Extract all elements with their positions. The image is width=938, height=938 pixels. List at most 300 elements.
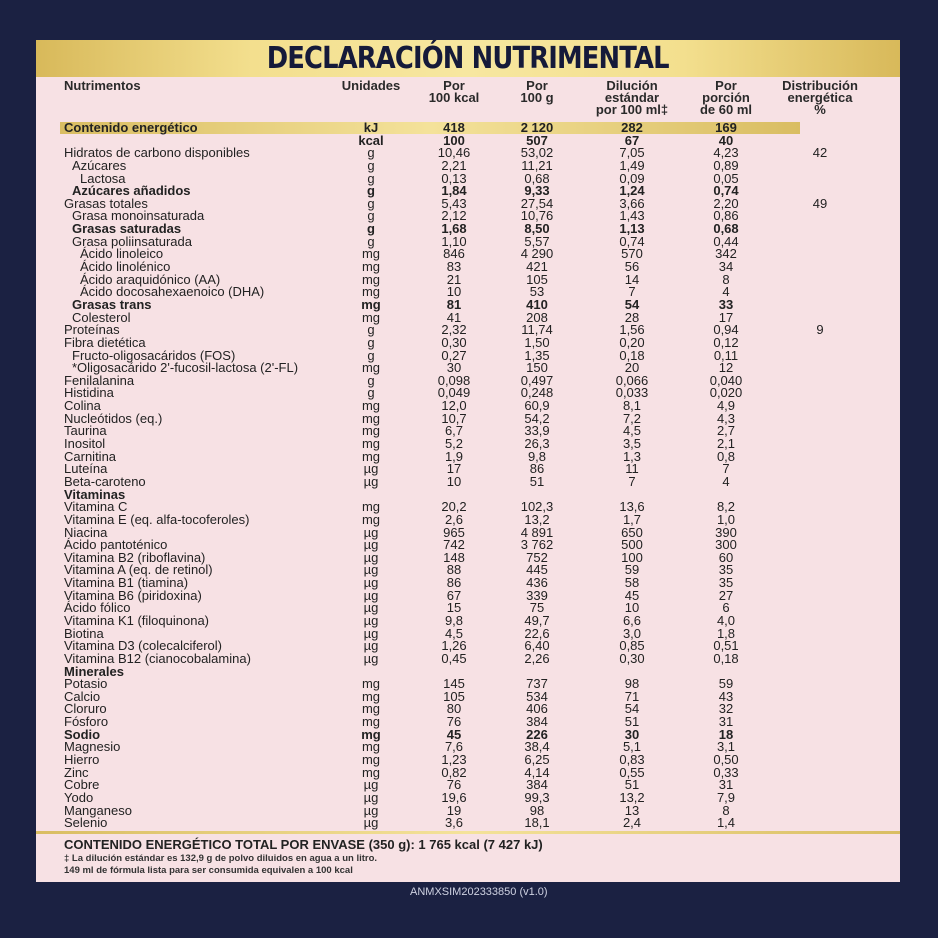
cell-v3: 7 — [628, 284, 636, 300]
cell-v4: 33 — [718, 296, 734, 312]
cell-v3: 1,7 — [622, 511, 642, 527]
cell-unit: µg — [363, 777, 379, 793]
header-line: % — [814, 102, 826, 117]
table-row — [36, 779, 900, 792]
nutrient-name: Ácido fólico — [64, 600, 131, 616]
cell-v4: 8 — [722, 802, 730, 818]
cell-v1: 1,23 — [441, 752, 467, 768]
nutrient-name: Ácido araquidónico (AA) — [80, 271, 221, 287]
cell-v4: 0,74 — [713, 183, 739, 199]
cell-v2: 2,26 — [524, 650, 550, 666]
nutrient-name: Inositol — [64, 436, 106, 452]
title-bar — [36, 40, 900, 77]
header-line: Por — [526, 78, 548, 93]
cell-v4: 4 — [722, 473, 730, 489]
cell-v3: 51 — [624, 777, 640, 793]
cell-v2: 445 — [526, 562, 548, 578]
cell-v2: 436 — [526, 575, 548, 591]
cell-v4: 0,50 — [713, 752, 739, 768]
cell-v4: 0,44 — [713, 233, 739, 249]
cell-v1: 2,32 — [441, 322, 467, 338]
cell-v4: 390 — [715, 524, 737, 540]
table-row — [36, 400, 900, 413]
cell-v2: 507 — [526, 132, 548, 148]
cell-v2: 4,14 — [524, 764, 550, 780]
header-line: de 60 ml — [699, 102, 753, 117]
cell-v4: 300 — [715, 537, 737, 553]
cell-unit: mg — [361, 309, 381, 325]
cell-v1: 21 — [446, 271, 462, 287]
cell-v4: 27 — [718, 587, 734, 603]
nutrient-name: Niacina — [64, 524, 108, 540]
cell-v3: 30 — [624, 726, 640, 742]
cell-unit: mg — [361, 448, 381, 464]
cell-v3: 51 — [624, 714, 640, 730]
cell-v2: 49,7 — [524, 612, 550, 628]
cell-unit: mg — [361, 688, 381, 704]
nutrient-name: Proteínas — [64, 322, 120, 338]
cell-v4: 6 — [722, 600, 730, 616]
nutrient-name: Yodo — [64, 789, 94, 805]
cell-v3: 54 — [624, 701, 640, 717]
cell-v2: 27,54 — [520, 195, 554, 211]
cell-v2: 6,40 — [524, 638, 550, 654]
cell-v2: 5,57 — [524, 233, 550, 249]
cell-v3: 3,5 — [622, 436, 642, 452]
cell-unit: µg — [363, 802, 379, 818]
cell-v1: 0,27 — [441, 347, 467, 363]
nutrient-name: Vitamina A (eq. de retinol) — [64, 562, 213, 578]
header-line: Dilución — [606, 78, 658, 93]
cell-unit: mg — [361, 701, 381, 717]
table-row — [36, 122, 900, 135]
cell-v1: 86 — [446, 575, 462, 591]
nutrient-name: Zinc — [64, 764, 89, 780]
cell-v2: 86 — [529, 461, 545, 477]
cell-unit: mg — [361, 246, 381, 262]
cell-v1: 80 — [446, 701, 462, 717]
cell-v3: 13,2 — [619, 789, 645, 805]
cell-v2: 54,2 — [524, 410, 550, 426]
cell-unit: mg — [361, 360, 381, 376]
cell-v1: 6,7 — [444, 423, 464, 439]
cell-v1: 148 — [443, 549, 465, 565]
nutrient-name: Magnesio — [64, 739, 121, 755]
cell-v1: 2,6 — [444, 511, 464, 527]
cell-v2: 421 — [526, 259, 548, 275]
table-row — [36, 309, 900, 325]
table-row — [36, 817, 900, 830]
cell-unit: µg — [363, 638, 379, 654]
cell-v2: 6,25 — [524, 752, 550, 768]
cell-v3: 1,13 — [619, 221, 645, 237]
cell-v3: 10 — [624, 600, 640, 616]
table-row — [36, 296, 900, 312]
cell-v1: 0,45 — [441, 650, 467, 666]
cell-v1: 0,13 — [441, 170, 467, 186]
cell-v1: 100 — [443, 132, 465, 148]
nutrient-name: Fibra dietética — [64, 334, 146, 350]
nutrient-name: Selenio — [64, 815, 108, 831]
cell-unit: µg — [363, 575, 379, 591]
nutrient-name: Luteína — [64, 461, 108, 477]
table-row — [36, 789, 900, 805]
nutrient-name: Biotina — [64, 625, 104, 641]
cell-v3: 0,30 — [619, 650, 645, 666]
cell-unit: µg — [363, 473, 379, 489]
cell-v4: 7,9 — [716, 789, 736, 805]
nutrient-name: Grasas totales — [64, 195, 148, 211]
cell-v4: 2,20 — [713, 195, 739, 211]
cell-v1: 2,12 — [441, 208, 467, 224]
header-line: Por — [715, 78, 737, 93]
nutrient-name: Fenilalanina — [64, 372, 135, 388]
cell-v1: 67 — [446, 587, 462, 603]
nutrient-name: *Oligosacárido 2'-fucosil-lactosa (2'-FL) — [72, 360, 299, 376]
cell-v1: 7,6 — [444, 739, 464, 755]
cell-v1: 1,10 — [441, 233, 467, 249]
cell-unit: µg — [363, 537, 379, 553]
footer-note-dilution: ‡ La dilución estándar es 132,9 g de polvo diluidos en agua a un litro. — [64, 853, 378, 864]
cell-unit: mg — [361, 499, 381, 515]
table-row — [36, 425, 900, 438]
cell-v4: 40 — [718, 132, 734, 148]
cell-v1: 83 — [446, 259, 462, 275]
cell-v4: 31 — [718, 714, 734, 730]
cell-v4: 1,8 — [716, 625, 736, 641]
cell-v3: 58 — [624, 575, 640, 591]
cell-v1: 10,7 — [441, 410, 467, 426]
cell-v2: 75 — [529, 600, 545, 616]
cell-v4: 8,2 — [716, 499, 736, 515]
cell-v2: 0,248 — [520, 385, 554, 401]
cell-v1: 20,2 — [441, 499, 467, 515]
cell-v3: 282 — [621, 120, 643, 135]
nutrient-name: Colesterol — [72, 309, 131, 325]
cell-unit: mg — [361, 284, 381, 300]
cell-v1: 17 — [446, 461, 462, 477]
cell-unit: µg — [363, 815, 379, 831]
cell-unit: mg — [361, 752, 381, 768]
table-row — [36, 233, 900, 249]
nutrient-name: Azúcares — [72, 157, 127, 173]
nutrient-table — [36, 122, 900, 830]
cell-v4: 4,0 — [716, 612, 736, 628]
cell-unit: mg — [361, 271, 381, 287]
cell-v3: 0,20 — [619, 334, 645, 350]
nutrient-name: Colina — [64, 398, 101, 414]
cell-v4: 35 — [718, 575, 734, 591]
cell-v2: 99,3 — [524, 789, 550, 805]
cell-v3: 500 — [621, 537, 643, 553]
cell-v4: 43 — [718, 688, 734, 704]
table-row — [36, 688, 900, 704]
header-line: 100 kcal — [428, 90, 480, 105]
footer-total: CONTENIDO ENERGÉTICO TOTAL POR ENVASE (350 g): 1 765 kcal (7 427 kJ) — [64, 837, 543, 852]
table-row — [36, 448, 900, 464]
cell-v4: 7 — [722, 461, 730, 477]
cell-v3: 0,033 — [615, 385, 649, 401]
cell-v2: 752 — [526, 549, 548, 565]
cell-v4: 18 — [718, 726, 734, 742]
cell-v1: 965 — [443, 524, 465, 540]
cell-v4: 0,89 — [713, 157, 739, 173]
cell-v2: 10,76 — [520, 208, 554, 224]
table-row — [36, 473, 900, 489]
cell-unit: kJ — [363, 120, 379, 135]
table-row — [36, 185, 900, 198]
cell-v5: 49 — [812, 195, 828, 211]
cell-v3: 0,85 — [619, 638, 645, 654]
cell-v1: 0,82 — [441, 764, 467, 780]
cell-v2: 226 — [526, 726, 548, 742]
cell-v5: 9 — [816, 322, 824, 338]
cell-v3: 3,0 — [622, 625, 642, 641]
header-line: Por — [443, 78, 465, 93]
cell-v4: 4 — [722, 284, 730, 300]
nutrient-name: Vitamina E (eq. alfa-tocoferoles) — [64, 511, 250, 527]
table-row — [36, 147, 900, 160]
header-line: 100 g — [520, 90, 554, 105]
cell-unit: g — [367, 183, 375, 199]
table-row — [36, 650, 900, 666]
nutrient-name: Grasa monoinsaturada — [72, 208, 205, 224]
cell-v2: 0,497 — [520, 372, 554, 388]
cell-v2: 737 — [526, 676, 548, 692]
cell-v2: 384 — [526, 777, 548, 793]
cell-v4: 0,33 — [713, 764, 739, 780]
nutrient-name: Sodio — [64, 726, 101, 742]
cell-unit: µg — [363, 600, 379, 616]
nutrient-name: Histidina — [64, 385, 114, 401]
table-row — [36, 802, 900, 818]
table-row — [36, 438, 900, 451]
cell-unit: µg — [363, 524, 379, 540]
table-row — [36, 663, 900, 679]
cell-v3: 1,49 — [619, 157, 645, 173]
cell-v1: 81 — [446, 296, 462, 312]
cell-v4: 2,7 — [716, 423, 736, 439]
nutrient-name: Vitamina D3 (colecalciferol) — [64, 638, 222, 654]
nutrient-name: Contenido energético — [64, 120, 198, 135]
cell-v4: 0,86 — [713, 208, 739, 224]
cell-v1: 1,84 — [441, 183, 467, 199]
cell-v3: 54 — [624, 296, 640, 312]
cell-v2: 18,1 — [524, 815, 550, 831]
nutrient-name: Fósforo — [64, 714, 109, 730]
cell-v4: 4,23 — [713, 145, 739, 161]
cell-v1: 418 — [443, 120, 465, 135]
cell-v2: 26,3 — [524, 436, 550, 452]
cell-v3: 0,18 — [619, 347, 645, 363]
cell-v4: 0,8 — [716, 448, 736, 464]
cell-v4: 32 — [718, 701, 734, 717]
cell-v4: 0,11 — [713, 347, 739, 363]
cell-v3: 1,56 — [619, 322, 645, 338]
table-row — [36, 463, 900, 476]
cell-v3: 5,1 — [622, 739, 642, 755]
cell-unit: mg — [361, 398, 381, 414]
cell-v2: 384 — [526, 714, 548, 730]
cell-v3: 67 — [624, 132, 640, 148]
cell-v1: 10,46 — [437, 145, 471, 161]
table-row — [36, 286, 900, 299]
cell-v3: 13 — [624, 802, 640, 818]
table-row — [36, 678, 900, 691]
cell-v1: 3,6 — [444, 815, 464, 831]
cell-v1: 19 — [446, 802, 462, 818]
cell-v2: 53,02 — [520, 145, 554, 161]
cell-v2: 3 762 — [520, 537, 554, 553]
cell-v3: 1,24 — [619, 183, 645, 199]
cell-v1: 19,6 — [441, 789, 467, 805]
cell-v3: 8,1 — [622, 398, 642, 414]
nutrient-name: Ácido docosahexaenoico (DHA) — [80, 284, 265, 300]
cell-v1: 0,049 — [437, 385, 471, 401]
header-nutrientes: Nutrimentos — [64, 78, 141, 93]
cell-unit: µg — [363, 625, 379, 641]
cell-v3: 0,83 — [619, 752, 645, 768]
cell-v3: 3,66 — [619, 195, 645, 211]
cell-unit: mg — [361, 410, 381, 426]
cell-v4: 0,05 — [713, 170, 739, 186]
nutrient-name: Vitaminas — [64, 486, 126, 502]
cell-v1: 9,8 — [444, 612, 464, 628]
nutrient-name: Azúcares añadidos — [72, 183, 191, 199]
nutrient-name: Vitamina K1 (filoquinona) — [64, 612, 210, 628]
cell-v2: 38,4 — [524, 739, 550, 755]
cell-v4: 1,4 — [716, 815, 736, 831]
table-row — [36, 754, 900, 767]
cell-v4: 31 — [718, 777, 734, 793]
nutrient-name: Calcio — [64, 688, 101, 704]
cell-v4: 2,1 — [716, 436, 736, 452]
table-row — [36, 587, 900, 603]
cell-v1: 30 — [446, 360, 462, 376]
cell-v3: 7 — [628, 473, 636, 489]
table-row — [36, 486, 900, 502]
cell-v3: 11 — [625, 461, 639, 477]
cell-unit: µg — [363, 789, 379, 805]
cell-v1: 0,30 — [441, 334, 467, 350]
cell-v4: 0,51 — [713, 638, 739, 654]
cell-unit: mg — [361, 259, 381, 275]
cell-v3: 0,09 — [619, 170, 645, 186]
cell-v1: 742 — [443, 537, 465, 553]
nutrient-name: Vitamina B6 (piridoxina) — [64, 587, 202, 603]
cell-v3: 71 — [624, 688, 640, 704]
nutrient-name: Potasio — [64, 676, 108, 692]
cell-v2: 98 — [529, 802, 545, 818]
nutrient-name: Beta-caroteno — [64, 473, 146, 489]
cell-v1: 145 — [443, 676, 465, 692]
cell-unit: µg — [363, 549, 379, 565]
cell-v4: 0,18 — [713, 650, 739, 666]
cell-v4: 4,9 — [716, 398, 736, 414]
cell-unit: µg — [363, 562, 379, 578]
cell-unit: g — [367, 334, 375, 350]
cell-unit: mg — [361, 296, 381, 312]
cell-v4: 0,94 — [713, 322, 739, 338]
cell-v1: 105 — [443, 688, 465, 704]
table-row — [36, 387, 900, 400]
cell-v3: 28 — [624, 309, 640, 325]
nutrient-name: Manganeso — [64, 802, 132, 818]
cell-v2: 51 — [529, 473, 545, 489]
cell-v2: 4 290 — [520, 246, 554, 262]
cell-v1: 45 — [446, 726, 462, 742]
cell-v3: 59 — [624, 562, 640, 578]
cell-v2: 0,68 — [524, 170, 550, 186]
table-row — [36, 764, 900, 780]
nutrient-name: Ácido linolénico — [80, 259, 171, 275]
footer-divider — [36, 831, 900, 834]
cell-unit: g — [367, 322, 375, 338]
cell-v3: 2,4 — [622, 815, 642, 831]
cell-v2: 208 — [526, 309, 548, 325]
table-row — [36, 741, 900, 754]
cell-unit: kcal — [358, 132, 384, 148]
nutrient-name: Ácido pantoténico — [64, 537, 168, 553]
cell-v2: 406 — [526, 701, 548, 717]
table-row — [36, 612, 900, 628]
cell-v2: 22,6 — [524, 625, 550, 641]
cell-v3: 100 — [621, 549, 643, 565]
cell-v1: 12,0 — [441, 398, 467, 414]
cell-v4: 34 — [718, 259, 734, 275]
nutrient-name: Hidratos de carbono disponibles — [64, 145, 250, 161]
cell-v3: 570 — [621, 246, 643, 262]
nutrient-name: Carnitina — [64, 448, 117, 464]
cell-v2: 1,50 — [524, 334, 550, 350]
cell-v2: 4 891 — [520, 524, 554, 540]
cell-v3: 4,5 — [622, 423, 642, 439]
nutrient-name: Ácido linoleico — [80, 246, 164, 262]
cell-v3: 1,3 — [622, 448, 642, 464]
cell-v1: 5,2 — [444, 436, 464, 452]
cell-v2: 150 — [526, 360, 548, 376]
header-line: porción — [702, 90, 750, 105]
page-title: DECLARACIÓN NUTRIMENTAL — [267, 41, 669, 76]
cell-v2: 410 — [526, 296, 548, 312]
nutrient-name: Nucleótidos (eq.) — [64, 410, 163, 426]
cell-unit: µg — [363, 461, 379, 477]
nutrient-name: Hierro — [64, 752, 100, 768]
cell-unit: g — [367, 233, 375, 249]
header-line: estándar — [604, 90, 660, 105]
cell-v2: 105 — [526, 271, 548, 287]
cell-unit: g — [367, 385, 375, 401]
cell-v3: 650 — [621, 524, 643, 540]
cell-v4: 12 — [718, 360, 734, 376]
cell-v4: 4,3 — [716, 410, 736, 426]
cell-v2: 102,3 — [520, 499, 554, 515]
cell-v4: 3,1 — [716, 739, 736, 755]
table-row — [36, 157, 900, 173]
cell-v1: 1,9 — [444, 448, 464, 464]
cell-v2: 13,2 — [524, 511, 550, 527]
cell-unit: g — [367, 170, 375, 186]
cell-v3: 7,2 — [622, 410, 642, 426]
cell-unit: g — [367, 145, 375, 161]
cell-v2: 1,35 — [524, 347, 550, 363]
table-row — [36, 511, 900, 527]
cell-unit: g — [367, 221, 375, 237]
table-row — [36, 324, 900, 337]
cell-v4: 342 — [715, 246, 737, 262]
cell-v4: 60 — [718, 549, 734, 565]
cell-v1: 5,43 — [441, 195, 467, 211]
